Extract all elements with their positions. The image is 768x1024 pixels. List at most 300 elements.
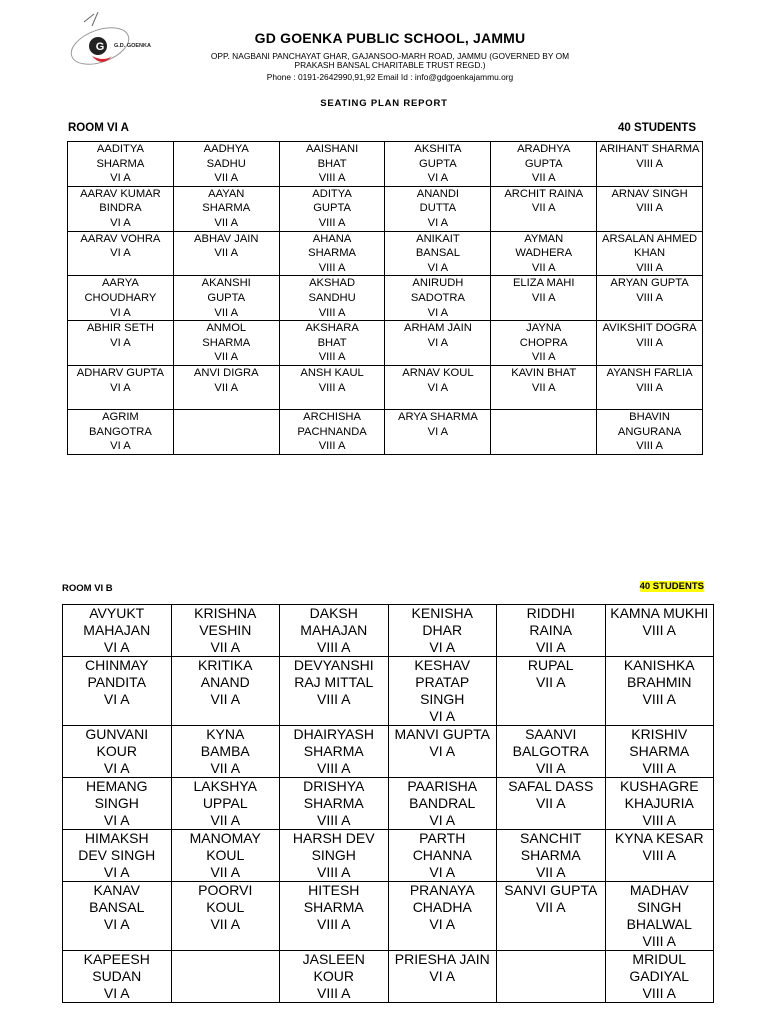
seat-cell-text: AKANSHI [201, 277, 251, 290]
seat-cell-text: VI A [427, 216, 449, 229]
seat-cell [385, 321, 491, 366]
seat-cell-text: VIII A [642, 622, 676, 638]
student-count-number: 40 [618, 122, 631, 134]
seat-cell-text: GADIYAL [629, 968, 690, 984]
seat-cell-text: AYANSH FARLIA [606, 366, 693, 379]
seat-cell-text: VII A [214, 381, 239, 394]
seat-cell-text: VI A [110, 247, 131, 260]
seat-cell [605, 778, 714, 830]
seat-cell-text: WADHERA [515, 247, 573, 260]
seat-cell-text: AADITYA [96, 143, 144, 155]
table-row [68, 365, 703, 409]
seat-cell-text: ANIKAIT [416, 232, 460, 245]
seat-cell-text: SHARMA [202, 336, 251, 349]
seat-cell-text: CHOUDHARY [84, 291, 157, 304]
seat-cell-text: MANVI GUPTA [394, 726, 490, 742]
school-address-line-2: PRAKASH BANSAL CHARITABLE TRUST REGD.) [294, 60, 486, 70]
seat-cell-text: SHARMA [520, 847, 581, 863]
seat-cell-text: VIII A [318, 172, 346, 185]
seat-cell-text: VIII A [636, 202, 663, 215]
seat-cell-text: VI A [427, 261, 449, 274]
seat-cell-text: VIII A [317, 691, 351, 707]
seat-cell-text: DEVYANSHI [293, 657, 374, 673]
seat-cell [173, 365, 279, 409]
seat-cell [279, 186, 385, 231]
seat-cell-text: ARYA SHARMA [398, 410, 478, 423]
seat-cell-text: SAFAL DASS [508, 778, 594, 794]
seat-cell-text: SADOTRA [410, 291, 465, 304]
seat-cell-text: VII A [531, 381, 556, 394]
seat-cell [63, 605, 172, 657]
seat-cell-text: KRISHIV [631, 726, 688, 742]
seat-cell-text: SINGH [94, 795, 139, 811]
table-row [63, 726, 714, 778]
seat-cell-text: VI A [427, 172, 449, 185]
seat-cell [597, 321, 703, 366]
seat-cell-text: VIII A [318, 261, 346, 274]
seat-cell [63, 657, 172, 726]
seat-cell [497, 951, 606, 1003]
seat-cell-text: BALGOTRA [512, 743, 589, 759]
table-row [63, 830, 714, 882]
seat-cell-text: AGRIM [102, 410, 139, 423]
seat-cell-text: VII A [531, 291, 556, 304]
seat-cell [280, 882, 389, 951]
seat-cell-text: MAHAJAN [83, 622, 151, 638]
seat-cell-text: ADITYA [312, 187, 352, 200]
seat-cell-text: VIII A [636, 440, 663, 453]
seat-cell-text: VII A [214, 351, 239, 364]
seat-cell-text: SHARMA [96, 157, 145, 170]
seat-cell [280, 657, 389, 726]
seat-cell-text: VI A [110, 381, 131, 394]
seat-cell-text: VII A [531, 351, 556, 364]
seat-cell-text: RAINA [529, 622, 573, 638]
school-header [180, 30, 600, 82]
seat-cell [279, 276, 385, 321]
seat-cell [388, 726, 497, 778]
seat-cell [171, 778, 280, 830]
seat-cell-text: AVYUKT [89, 605, 145, 621]
seat-cell-text: ABHAV JAIN [194, 232, 259, 245]
seat-cell [63, 882, 172, 951]
seat-cell [497, 605, 606, 657]
seat-cell-text: RAJ MITTAL [294, 674, 374, 690]
seat-cell-text: ANIRUDH [412, 277, 464, 290]
seat-cell [279, 231, 385, 276]
seat-cell-text: VI A [110, 172, 131, 185]
seat-cell-text: GUPTA [207, 291, 246, 304]
seat-cell [280, 778, 389, 830]
seat-cell-text: PRIESHA JAIN [394, 951, 490, 967]
seat-cell-text: VESHIN [199, 622, 252, 638]
seat-cell-text: PRANAYA [409, 882, 475, 898]
seat-cell-text: VI A [429, 864, 456, 880]
seat-cell-text: KANAV [93, 882, 140, 898]
seat-cell-text: VII A [214, 172, 239, 185]
seat-cell-text: VII A [214, 306, 239, 319]
seat-cell-text: VIII A [636, 336, 663, 349]
table-row [63, 605, 714, 657]
seat-cell-text: BANDRAL [409, 795, 476, 811]
seat-cell-text: VII A [535, 674, 566, 690]
seat-cell-text: AARAV VOHRA [80, 232, 161, 245]
seat-cell [173, 409, 279, 454]
seat-cell-text: VI A [427, 381, 449, 394]
seat-cell [605, 882, 714, 951]
seat-cell [597, 142, 703, 187]
seat-cell-text: CHOPRA [519, 336, 568, 349]
seat-cell-text: SUDAN [92, 968, 142, 984]
seat-cell-text: VI A [103, 864, 130, 880]
seat-cell-text: KAMNA MUKHI [610, 605, 709, 621]
seat-cell-text: BHAT [317, 336, 347, 349]
seat-cell [280, 951, 389, 1003]
seat-cell-text: VIII A [642, 985, 676, 1001]
seat-cell-text: VII A [535, 760, 566, 776]
seat-cell [605, 726, 714, 778]
seat-cell-text: DHAIRYASH [293, 726, 374, 742]
seat-cell-text: VIII A [642, 933, 676, 949]
seat-cell [171, 882, 280, 951]
seat-cell-text: VII A [210, 691, 241, 707]
seat-cell-text: VII A [531, 261, 556, 274]
seat-cell-text: VIII A [318, 440, 346, 453]
school-address-line-1: OPP. NAGBANI PANCHAYAT GHAR, GAJANSOO-MARH ROAD, JAMMU (GOVERNED BY OM [210, 51, 570, 61]
seat-cell-text: AKSHARA [305, 322, 359, 335]
seat-cell-text: DEV SINGH [78, 847, 156, 863]
table-row [68, 321, 703, 366]
seat-cell-text: GUPTA [313, 202, 351, 215]
seat-cell-text: CHANNA [412, 847, 472, 863]
seat-cell [279, 321, 385, 366]
seat-cell-text: VI A [429, 743, 456, 759]
seat-cell-text: VI A [429, 916, 456, 932]
seat-cell [385, 409, 491, 454]
seat-cell [491, 321, 597, 366]
seat-cell [68, 365, 174, 409]
table-row [68, 276, 703, 321]
seat-cell-text: VII A [531, 202, 556, 215]
seat-cell-text: ARCHIT RAINA [504, 187, 584, 200]
seat-cell [491, 231, 597, 276]
seat-cell [173, 276, 279, 321]
student-count [640, 581, 704, 592]
seat-cell-text: ARYAN GUPTA [610, 277, 689, 290]
seat-cell-text: SANCHIT [520, 830, 582, 846]
seat-cell-text: SANDHU [308, 291, 356, 304]
seat-cell-text: UPPAL [202, 795, 248, 811]
seat-cell-text: PRATAP [415, 674, 470, 690]
seat-cell-text: AAYAN [208, 187, 245, 200]
seat-cell [173, 231, 279, 276]
seat-cell-text: GUNVANI [85, 726, 149, 742]
seat-cell-text: VII A [210, 916, 241, 932]
seat-cell [385, 231, 491, 276]
seat-cell-text: VII A [214, 247, 239, 260]
seat-cell-text: VII A [535, 795, 566, 811]
seat-cell-text: VII A [535, 899, 566, 915]
seat-cell-text: BHAVIN [629, 410, 670, 423]
table-row [63, 951, 714, 1003]
seat-cell-text: ADHARV GUPTA [76, 366, 165, 379]
seat-cell-text: PACHNANDA [297, 425, 367, 438]
seat-cell [68, 321, 174, 366]
seat-cell-text: BAMBA [200, 743, 250, 759]
seat-cell-text: ANAND [200, 674, 250, 690]
seat-cell-text: AYMAN [524, 232, 564, 245]
seat-cell [605, 830, 714, 882]
seat-cell-text: ARHAM JAIN [404, 322, 472, 335]
seat-cell [385, 365, 491, 409]
seat-cell [497, 830, 606, 882]
seat-cell-text: ELIZA MAHI [512, 277, 575, 290]
seat-cell-text: VII A [535, 864, 566, 880]
seat-cell-text: ARIHANT SHARMA [599, 143, 700, 155]
seat-cell-text: SINGH [420, 691, 465, 707]
seat-cell-text: DRISHYA [303, 778, 365, 794]
seat-cell-text: VII A [214, 216, 239, 229]
seat-cell-text: ARSALAN AHMED [602, 232, 698, 245]
seat-cell [388, 882, 497, 951]
seat-cell [385, 142, 491, 187]
seat-cell-text: VII A [210, 864, 241, 880]
seat-cell [597, 365, 703, 409]
seat-cell-text: ARADHYA [517, 143, 571, 155]
school-contact: Phone : 0191-2642990,91,92 Email Id : info@gdgoenkajammu.org [266, 72, 514, 82]
seat-cell-text: VI A [429, 639, 456, 655]
seat-cell-text: KESHAV [414, 657, 471, 673]
seat-cell [173, 321, 279, 366]
seat-cell-text: VIII A [636, 261, 663, 274]
seat-cell [497, 882, 606, 951]
table-row [68, 409, 703, 454]
seat-cell-text: SINGH [311, 847, 356, 863]
seat-cell [68, 142, 174, 187]
seat-cell-text: VIII A [636, 381, 663, 394]
seat-cell-text: ANANDI [416, 187, 460, 200]
school-logo [62, 12, 182, 74]
seat-cell [605, 657, 714, 726]
seat-cell [491, 409, 597, 454]
seat-cell-text: KAPEESH [83, 951, 150, 967]
seat-cell-text: KYNA [206, 726, 245, 742]
seat-cell-text: VII A [535, 639, 566, 655]
seat-cell-text: VIII A [317, 812, 351, 828]
seat-cell-text: VI A [429, 812, 456, 828]
seat-cell-text: ABHIR SETH [86, 322, 154, 335]
seat-cell [385, 186, 491, 231]
seat-cell [279, 142, 385, 187]
seat-cell-text: BANSAL [415, 247, 460, 260]
seat-cell-text: KOUR [313, 968, 354, 984]
seat-cell-text: KRITIKA [198, 657, 253, 673]
seat-cell [173, 186, 279, 231]
seat-cell-text: SAANVI [525, 726, 577, 742]
seat-cell [280, 830, 389, 882]
seat-cell-text: BINDRA [99, 202, 142, 215]
seat-cell-text: DHAR [422, 622, 463, 638]
seating-table [62, 604, 714, 1003]
seat-cell-text: KANISHKA [623, 657, 695, 673]
seat-cell-text: KOUR [96, 743, 137, 759]
seat-cell [597, 409, 703, 454]
room-label: ROOM VI A [68, 122, 129, 134]
seat-cell [279, 365, 385, 409]
seat-cell [171, 830, 280, 882]
seat-cell-text: VIII A [642, 847, 676, 863]
school-name: GD GOENKA PUBLIC SCHOOL, JAMMU [254, 30, 526, 46]
seat-cell-text: VIII A [636, 291, 663, 304]
seat-cell-text: SHARMA [303, 899, 364, 915]
seat-cell [68, 231, 174, 276]
seat-cell-text: KYNA KESAR [614, 830, 704, 846]
seat-cell-text: VI A [103, 691, 130, 707]
seat-cell-text: SHARMA [303, 795, 364, 811]
seat-cell [597, 231, 703, 276]
seat-cell-text: KRISHNA [194, 605, 257, 621]
seat-cell-text: PANDITA [87, 674, 147, 690]
seat-cell-text: KENISHA [411, 605, 473, 621]
table-row [68, 186, 703, 231]
seat-cell-text: ARNAV KOUL [402, 366, 474, 379]
seat-cell-text: BHALWAL [626, 916, 692, 932]
seat-cell-text: VI A [110, 306, 131, 319]
seat-cell-text: ANGURANA [617, 425, 682, 438]
seat-cell [171, 657, 280, 726]
seat-cell-text: BANSAL [89, 899, 145, 915]
table-row [68, 142, 703, 187]
seat-cell-text: RUPAL [527, 657, 574, 673]
seat-cell-text: AADHYA [203, 143, 249, 155]
room-label: ROOM VI B [62, 583, 113, 594]
seat-cell-text: VIII A [317, 864, 351, 880]
seat-cell [388, 951, 497, 1003]
seat-cell-text: VIII A [318, 216, 346, 229]
seat-cell-text: HEMANG [86, 778, 148, 794]
seat-cell-text: PARTH [419, 830, 466, 846]
seat-cell [171, 951, 280, 1003]
seat-cell-text: VIII A [642, 812, 676, 828]
seat-cell [491, 276, 597, 321]
table-row [63, 778, 714, 830]
seat-cell-text: AARAV KUMAR [80, 187, 161, 200]
seat-cell-text: HITESH [308, 882, 360, 898]
seat-cell [63, 830, 172, 882]
seat-cell [68, 186, 174, 231]
seat-cell-text: ANVI DIGRA [193, 366, 259, 379]
seat-cell-text: BRAHMIN [626, 674, 692, 690]
seat-cell-text: VIII A [318, 351, 346, 364]
seat-cell-text: ANMOL [206, 322, 247, 335]
seat-cell-text: VI A [110, 216, 131, 229]
seat-cell [605, 605, 714, 657]
seat-cell [280, 605, 389, 657]
seat-cell-text: RIDDHI [526, 605, 575, 621]
seat-cell-text: SANVI GUPTA [504, 882, 598, 898]
seat-cell-text: VII A [210, 760, 241, 776]
seat-cell-text: VIII A [642, 760, 676, 776]
seat-cell [597, 276, 703, 321]
student-count-suffix: STUDENTS [630, 122, 696, 134]
seat-cell-text: MAHAJAN [300, 622, 368, 638]
seat-cell-text: SADHU [206, 157, 246, 170]
seat-cell [385, 276, 491, 321]
seat-cell-text: AHANA [312, 232, 352, 245]
seat-cell-text: ARNAV SINGH [611, 187, 688, 200]
seat-cell [171, 726, 280, 778]
seat-cell-text: ARCHISHA [303, 410, 361, 423]
seat-cell [491, 186, 597, 231]
seat-cell-text: HARSH DEV [292, 830, 375, 846]
seat-cell-text: VIII A [317, 639, 351, 655]
seat-cell-text: LAKSHYA [193, 778, 258, 794]
logo-emblem-icon [66, 12, 133, 71]
table-row [68, 231, 703, 276]
seat-cell-text: VI A [103, 985, 130, 1001]
seat-cell-text: AVIKSHIT DOGRA [602, 322, 697, 335]
seat-cell [68, 276, 174, 321]
seat-cell-text: MRIDUL [632, 951, 687, 967]
seat-cell-text: VI A [110, 440, 131, 453]
seat-cell [497, 726, 606, 778]
seat-cell-text: VII A [210, 639, 241, 655]
seat-cell-text: VIII A [317, 985, 351, 1001]
seat-cell-text: JAYNA [526, 322, 562, 335]
seat-cell-text: VII A [210, 812, 241, 828]
seat-cell-text: DUTTA [419, 202, 457, 215]
seat-cell-text: VIII A [636, 157, 663, 170]
seat-cell [279, 409, 385, 454]
seat-cell [388, 830, 497, 882]
seat-cell-text: VI A [103, 639, 130, 655]
seat-cell [280, 726, 389, 778]
seat-cell-text: ANSH KAUL [300, 366, 364, 379]
seat-cell-text: KOUL [206, 899, 245, 915]
seat-cell [497, 657, 606, 726]
seat-cell-text: CHADHA [412, 899, 472, 915]
table-row [63, 882, 714, 951]
seat-cell [491, 142, 597, 187]
seat-cell [388, 605, 497, 657]
student-count [618, 122, 696, 134]
seat-cell-text: GUPTA [524, 157, 563, 170]
seat-cell-text: VI A [429, 708, 456, 724]
seat-cell-text: KOUL [206, 847, 245, 863]
seat-cell-text: DAKSH [309, 605, 358, 621]
seat-cell-text: JASLEEN [302, 951, 365, 967]
seat-cell [171, 605, 280, 657]
seat-cell-text: AARYA [101, 277, 139, 290]
seat-cell-text: VI A [110, 336, 131, 349]
seat-cell-text: VI A [427, 336, 449, 349]
seat-cell-text: KAVIN BHAT [511, 366, 577, 379]
seat-cell [491, 365, 597, 409]
seat-cell-text: BHAT [317, 157, 347, 170]
seat-cell-text: PAARISHA [407, 778, 478, 794]
seat-cell [63, 778, 172, 830]
seat-cell-text: GUPTA [419, 157, 457, 170]
seat-cell-text: AKSHAD [309, 277, 356, 290]
seat-cell-text: SINGH [637, 899, 682, 915]
report-title: SEATING PLAN REPORT [320, 98, 448, 109]
logo-text: G.D. GOENKA [114, 43, 151, 49]
seat-cell-text: SHARMA [629, 743, 690, 759]
seat-cell-text: KHAJURIA [624, 795, 694, 811]
svg-text:G: G [95, 41, 105, 53]
seat-cell-text: MANOMAY [189, 830, 261, 846]
seat-cell-text: HIMAKSH [84, 830, 149, 846]
